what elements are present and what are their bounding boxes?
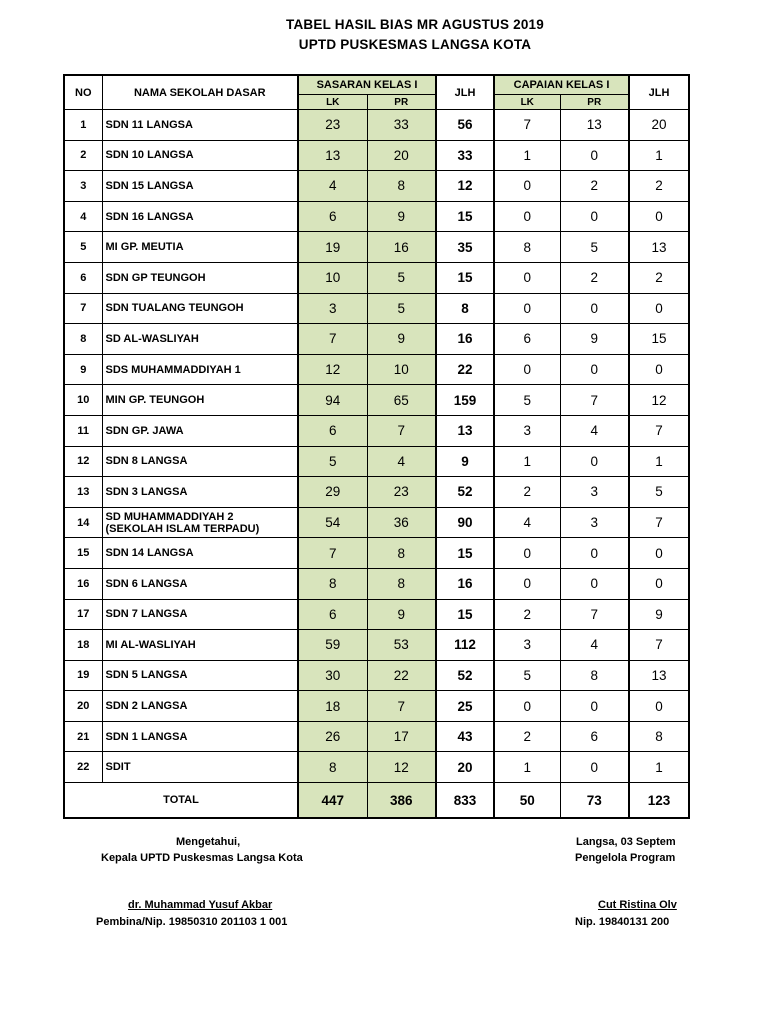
- row-school-name: SDN GP. JAWA: [102, 415, 298, 446]
- row-sasaran-lk: 8: [298, 568, 367, 599]
- row-capaian-jlh: 5: [629, 477, 689, 508]
- table-row: [64, 354, 689, 385]
- row-school-name: MI AL-WASLIYAH: [102, 630, 298, 661]
- row-sasaran-jlh: 16: [436, 568, 494, 599]
- row-sasaran-lk: 4: [298, 171, 367, 202]
- table-row: [64, 599, 689, 630]
- row-no: 16: [64, 568, 102, 599]
- row-capaian-lk: 8: [494, 232, 560, 263]
- row-sasaran-pr: 7: [367, 415, 436, 446]
- row-sasaran-jlh: 16: [436, 324, 494, 355]
- row-sasaran-jlh: 8: [436, 293, 494, 324]
- row-sasaran-lk: 6: [298, 599, 367, 630]
- right-sign-line2: Pengelola Program: [575, 852, 676, 864]
- row-no: 15: [64, 538, 102, 569]
- row-capaian-pr: 0: [560, 691, 629, 722]
- row-school-name: SD AL-WASLIYAH: [102, 324, 298, 355]
- row-capaian-jlh: 7: [629, 507, 689, 538]
- row-sasaran-lk: 94: [298, 385, 367, 416]
- header-no: NO: [64, 75, 102, 110]
- row-sasaran-lk: 8: [298, 752, 367, 783]
- row-sasaran-lk: 5: [298, 446, 367, 477]
- row-no: 19: [64, 660, 102, 691]
- table-row: [64, 324, 689, 355]
- row-no: 21: [64, 721, 102, 752]
- left-sign-line2: Kepala UPTD Puskesmas Langsa Kota: [101, 852, 303, 864]
- row-sasaran-jlh: 13: [436, 415, 494, 446]
- row-sasaran-lk: 26: [298, 721, 367, 752]
- table-row: [64, 568, 689, 599]
- header-capaian-pr: PR: [560, 95, 629, 110]
- row-capaian-lk: 1: [494, 752, 560, 783]
- row-school-name: SDN 15 LANGSA: [102, 171, 298, 202]
- row-capaian-jlh: 0: [629, 354, 689, 385]
- row-school-name: SDS MUHAMMADDIYAH 1: [102, 354, 298, 385]
- total-sasaran-jlh: 833: [436, 783, 494, 819]
- row-sasaran-pr: 4: [367, 446, 436, 477]
- row-no: 18: [64, 630, 102, 661]
- row-school-name: MI GP. MEUTIA: [102, 232, 298, 263]
- row-no: 1: [64, 110, 102, 141]
- page-title: TABEL HASIL BIAS MR AGUSTUS 2019: [286, 17, 544, 32]
- row-sasaran-lk: 18: [298, 691, 367, 722]
- left-sign-line1: Mengetahui,: [176, 836, 241, 848]
- row-capaian-pr: 0: [560, 140, 629, 171]
- row-school-name: SDN 3 LANGSA: [102, 477, 298, 508]
- row-sasaran-lk: 54: [298, 507, 367, 538]
- row-capaian-jlh: 7: [629, 630, 689, 661]
- row-capaian-lk: 5: [494, 660, 560, 691]
- row-sasaran-jlh: 25: [436, 691, 494, 722]
- row-sasaran-pr: 8: [367, 568, 436, 599]
- row-capaian-lk: 3: [494, 630, 560, 661]
- row-school-name: MIN GP. TEUNGOH: [102, 385, 298, 416]
- row-no: 10: [64, 385, 102, 416]
- row-capaian-lk: 3: [494, 415, 560, 446]
- row-sasaran-pr: 10: [367, 354, 436, 385]
- row-capaian-lk: 0: [494, 691, 560, 722]
- row-school-name: SDN 6 LANGSA: [102, 568, 298, 599]
- row-capaian-jlh: 1: [629, 752, 689, 783]
- row-capaian-jlh: 9: [629, 599, 689, 630]
- row-capaian-jlh: 8: [629, 721, 689, 752]
- table-row: [64, 262, 689, 293]
- row-capaian-jlh: 0: [629, 691, 689, 722]
- row-school-name: SDN 8 LANGSA: [102, 446, 298, 477]
- row-sasaran-jlh: 56: [436, 110, 494, 141]
- row-sasaran-pr: 12: [367, 752, 436, 783]
- results-table-wrapper: [63, 74, 690, 819]
- row-capaian-lk: 1: [494, 140, 560, 171]
- row-sasaran-jlh: 35: [436, 232, 494, 263]
- row-school-name: SDIT: [102, 752, 298, 783]
- row-sasaran-pr: 9: [367, 201, 436, 232]
- table-row: [64, 201, 689, 232]
- row-sasaran-lk: 23: [298, 110, 367, 141]
- table-row: [64, 630, 689, 661]
- total-capaian-jlh: 123: [629, 783, 689, 819]
- row-no: 14: [64, 507, 102, 538]
- row-capaian-lk: 2: [494, 477, 560, 508]
- header-capaian: CAPAIAN KELAS I: [494, 75, 629, 95]
- row-capaian-jlh: 2: [629, 171, 689, 202]
- row-school-name: [102, 507, 298, 538]
- row-sasaran-lk: 30: [298, 660, 367, 691]
- row-sasaran-pr: 33: [367, 110, 436, 141]
- row-school-name: SDN 7 LANGSA: [102, 599, 298, 630]
- page-subtitle: UPTD PUSKESMAS LANGSA KOTA: [298, 37, 532, 52]
- row-capaian-jlh: 20: [629, 110, 689, 141]
- row-capaian-lk: 2: [494, 721, 560, 752]
- row-sasaran-pr: 9: [367, 324, 436, 355]
- row-sasaran-pr: 8: [367, 538, 436, 569]
- row-school-name: SDN GP TEUNGOH: [102, 262, 298, 293]
- row-no: 2: [64, 140, 102, 171]
- row-sasaran-jlh: 52: [436, 477, 494, 508]
- row-sasaran-jlh: 33: [436, 140, 494, 171]
- header-capaian-jlh: JLH: [629, 75, 689, 110]
- row-sasaran-lk: 59: [298, 630, 367, 661]
- row-no: 7: [64, 293, 102, 324]
- header-capaian-lk: LK: [494, 95, 560, 110]
- table-row: [64, 446, 689, 477]
- row-capaian-jlh: 13: [629, 660, 689, 691]
- row-capaian-pr: 4: [560, 630, 629, 661]
- table-body: [64, 110, 689, 783]
- row-no: 9: [64, 354, 102, 385]
- row-sasaran-pr: 53: [367, 630, 436, 661]
- table-row: [64, 660, 689, 691]
- row-capaian-lk: 0: [494, 354, 560, 385]
- row-capaian-pr: 0: [560, 201, 629, 232]
- row-school-name: SDN 14 LANGSA: [102, 538, 298, 569]
- row-sasaran-lk: 12: [298, 354, 367, 385]
- row-sasaran-pr: 5: [367, 262, 436, 293]
- total-label: TOTAL: [64, 783, 298, 819]
- row-capaian-jlh: 15: [629, 324, 689, 355]
- total-row: [64, 783, 689, 819]
- row-sasaran-jlh: 15: [436, 201, 494, 232]
- row-sasaran-lk: 3: [298, 293, 367, 324]
- row-capaian-lk: 0: [494, 293, 560, 324]
- row-sasaran-jlh: 15: [436, 262, 494, 293]
- row-sasaran-jlh: 12: [436, 171, 494, 202]
- row-capaian-pr: 7: [560, 385, 629, 416]
- header-sasaran-jlh: JLH: [436, 75, 494, 110]
- row-sasaran-pr: 5: [367, 293, 436, 324]
- row-sasaran-lk: 13: [298, 140, 367, 171]
- row-school-name: SDN 2 LANGSA: [102, 691, 298, 722]
- row-sasaran-jlh: 9: [436, 446, 494, 477]
- row-capaian-jlh: 0: [629, 538, 689, 569]
- total-capaian-pr: 73: [560, 783, 629, 819]
- row-capaian-lk: 0: [494, 538, 560, 569]
- row-sasaran-pr: 20: [367, 140, 436, 171]
- row-capaian-lk: 6: [494, 324, 560, 355]
- row-sasaran-pr: 22: [367, 660, 436, 691]
- row-sasaran-jlh: 22: [436, 354, 494, 385]
- row-sasaran-jlh: 52: [436, 660, 494, 691]
- header-sasaran: SASARAN KELAS I: [298, 75, 436, 95]
- row-sasaran-pr: 23: [367, 477, 436, 508]
- table-row: [64, 385, 689, 416]
- row-sasaran-lk: 10: [298, 262, 367, 293]
- row-capaian-pr: 3: [560, 507, 629, 538]
- header-sasaran-pr: PR: [367, 95, 436, 110]
- table-row: [64, 293, 689, 324]
- row-no: 5: [64, 232, 102, 263]
- row-capaian-lk: 0: [494, 171, 560, 202]
- row-capaian-pr: 2: [560, 171, 629, 202]
- row-capaian-lk: 4: [494, 507, 560, 538]
- right-sign-line1: Langsa, 03 Septem: [576, 836, 676, 848]
- header-school-name: NAMA SEKOLAH DASAR: [102, 75, 298, 110]
- table-row: [64, 507, 689, 538]
- row-capaian-pr: 9: [560, 324, 629, 355]
- row-no: 6: [64, 262, 102, 293]
- row-capaian-lk: 0: [494, 201, 560, 232]
- left-signer-name: dr. Muhammad Yusuf Akbar: [128, 899, 273, 911]
- results-table: [63, 74, 690, 819]
- row-school-name: SDN 11 LANGSA: [102, 110, 298, 141]
- right-signer-nip: Nip. 19840131 200: [575, 916, 670, 928]
- row-sasaran-pr: 7: [367, 691, 436, 722]
- row-capaian-pr: 13: [560, 110, 629, 141]
- row-sasaran-pr: 65: [367, 385, 436, 416]
- row-sasaran-lk: 6: [298, 201, 367, 232]
- row-capaian-lk: 1: [494, 446, 560, 477]
- row-no: 20: [64, 691, 102, 722]
- row-capaian-jlh: 0: [629, 293, 689, 324]
- row-capaian-lk: 7: [494, 110, 560, 141]
- row-no: 11: [64, 415, 102, 446]
- row-capaian-pr: 7: [560, 599, 629, 630]
- row-capaian-jlh: 1: [629, 140, 689, 171]
- row-sasaran-lk: 29: [298, 477, 367, 508]
- row-capaian-pr: 6: [560, 721, 629, 752]
- table-row: [64, 415, 689, 446]
- row-school-name-line1: SD MUHAMMADDIYAH 2: [105, 510, 234, 523]
- table-row: [64, 140, 689, 171]
- row-no: 22: [64, 752, 102, 783]
- table-row: [64, 232, 689, 263]
- row-capaian-pr: 5: [560, 232, 629, 263]
- row-school-name-line2: (SEKOLAH ISLAM TERPADU): [105, 522, 260, 535]
- left-signer-nip: Pembina/Nip. 19850310 201103 1 001: [96, 916, 288, 928]
- row-no: 13: [64, 477, 102, 508]
- row-sasaran-lk: 7: [298, 324, 367, 355]
- row-sasaran-pr: 17: [367, 721, 436, 752]
- row-capaian-pr: 0: [560, 538, 629, 569]
- row-capaian-jlh: 0: [629, 201, 689, 232]
- right-signer-name: Cut Ristina Olv: [598, 899, 677, 911]
- row-capaian-jlh: 12: [629, 385, 689, 416]
- table-row: [64, 477, 689, 508]
- row-school-name: SDN 1 LANGSA: [102, 721, 298, 752]
- row-capaian-pr: 0: [560, 354, 629, 385]
- row-capaian-jlh: 1: [629, 446, 689, 477]
- row-school-name: SDN 16 LANGSA: [102, 201, 298, 232]
- row-sasaran-pr: 8: [367, 171, 436, 202]
- total-sasaran-lk: 447: [298, 783, 367, 819]
- row-capaian-pr: 2: [560, 262, 629, 293]
- row-capaian-pr: 0: [560, 752, 629, 783]
- row-no: 12: [64, 446, 102, 477]
- total-sasaran-pr: 386: [367, 783, 436, 819]
- row-sasaran-lk: 19: [298, 232, 367, 263]
- row-no: 8: [64, 324, 102, 355]
- row-capaian-lk: 0: [494, 568, 560, 599]
- table-row: [64, 752, 689, 783]
- row-capaian-pr: 3: [560, 477, 629, 508]
- row-no: 4: [64, 201, 102, 232]
- row-capaian-pr: 0: [560, 446, 629, 477]
- total-capaian-lk: 50: [494, 783, 560, 819]
- table-row: [64, 538, 689, 569]
- row-sasaran-jlh: 15: [436, 599, 494, 630]
- row-capaian-jlh: 2: [629, 262, 689, 293]
- row-capaian-lk: 5: [494, 385, 560, 416]
- row-sasaran-lk: 7: [298, 538, 367, 569]
- row-sasaran-jlh: 20: [436, 752, 494, 783]
- row-capaian-pr: 8: [560, 660, 629, 691]
- table-row: [64, 110, 689, 141]
- row-sasaran-lk: 6: [298, 415, 367, 446]
- row-sasaran-jlh: 15: [436, 538, 494, 569]
- row-sasaran-jlh: 90: [436, 507, 494, 538]
- row-sasaran-jlh: 159: [436, 385, 494, 416]
- row-capaian-jlh: 0: [629, 568, 689, 599]
- row-no: 3: [64, 171, 102, 202]
- row-no: 17: [64, 599, 102, 630]
- row-school-name: SDN 10 LANGSA: [102, 140, 298, 171]
- row-sasaran-pr: 9: [367, 599, 436, 630]
- row-sasaran-jlh: 43: [436, 721, 494, 752]
- row-sasaran-pr: 36: [367, 507, 436, 538]
- row-capaian-pr: 0: [560, 293, 629, 324]
- row-capaian-jlh: 13: [629, 232, 689, 263]
- row-school-name: SDN TUALANG TEUNGOH: [102, 293, 298, 324]
- table-row: [64, 691, 689, 722]
- row-school-name: SDN 5 LANGSA: [102, 660, 298, 691]
- row-capaian-lk: 2: [494, 599, 560, 630]
- table-row: [64, 171, 689, 202]
- row-capaian-pr: 4: [560, 415, 629, 446]
- row-capaian-lk: 0: [494, 262, 560, 293]
- row-sasaran-jlh: 112: [436, 630, 494, 661]
- table-row: [64, 721, 689, 752]
- row-capaian-pr: 0: [560, 568, 629, 599]
- row-capaian-jlh: 7: [629, 415, 689, 446]
- header-sasaran-lk: LK: [298, 95, 367, 110]
- row-sasaran-pr: 16: [367, 232, 436, 263]
